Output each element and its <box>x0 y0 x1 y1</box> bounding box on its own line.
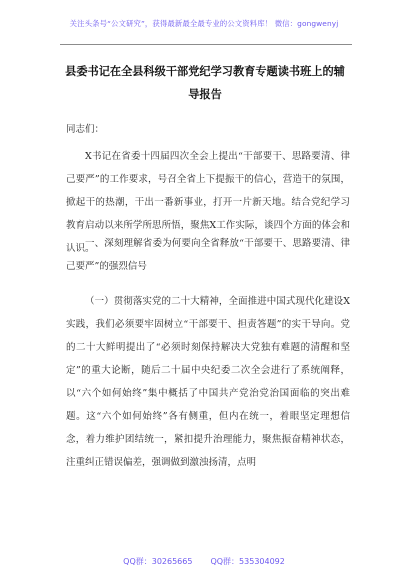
salutation: 同志们： <box>66 124 105 135</box>
header-banner-text: 关注头条号“公文研究”，获得最新最全最专业的公文资料库！ 微信：gongwenyj <box>69 18 339 28</box>
document-title-line-2: 导报告 <box>188 88 222 101</box>
document-title <box>52 60 358 106</box>
footer-qq-group-1: QQ群：30265665 <box>123 557 193 566</box>
paragraph-section-1-1: （一）贯彻落实党的二十大精神，全面推进中国式现代化建设X实践，我们必须要牢固树立“干部要干、担责答题”的实干导向。党的二十大鲜明提出了“必须时刻保持解决大党独有难题的清醒和坚定”的重大论断，随后二十届中央纪委二次全会进行了系统阐释，以“六个如何始终”集中概括了中国共产党治党治国面临的突出难题。这“六个如何始终”各有侧重，但内在统一，着眼坚定理想信念，着力维护团结统一，紧扣提升治理能力，聚焦振奋精神状态，注重纠正错误偏差，强调做到激浊扬清，点明 <box>66 296 350 468</box>
document-title-line-1: 县委书记在全县科级干部党纪学习教育专题读书班上的辅 <box>65 65 345 78</box>
footer <box>0 556 408 567</box>
header-banner <box>0 0 408 46</box>
paragraph-intro: X书记在省委十四届四次全会上提出“干部要干、思路要清、律己要严”的工作要求，号召全省上下提振干的信心，营造干的氛围，掀起干的热潮，干出一番新事业，打开一片新天地。结合党纪学习教育启动以来所学所思所悟，聚焦X工作实际，谈四个方面的体会和认识。 <box>66 151 350 254</box>
footer-qq-group-2: QQ群：535304092 <box>210 557 285 566</box>
section-heading-1: 一、深刻理解省委为何要向全省释放“干部要干、思路要清、律己要严”的强烈信号 <box>66 238 350 272</box>
header-divider <box>60 44 352 45</box>
